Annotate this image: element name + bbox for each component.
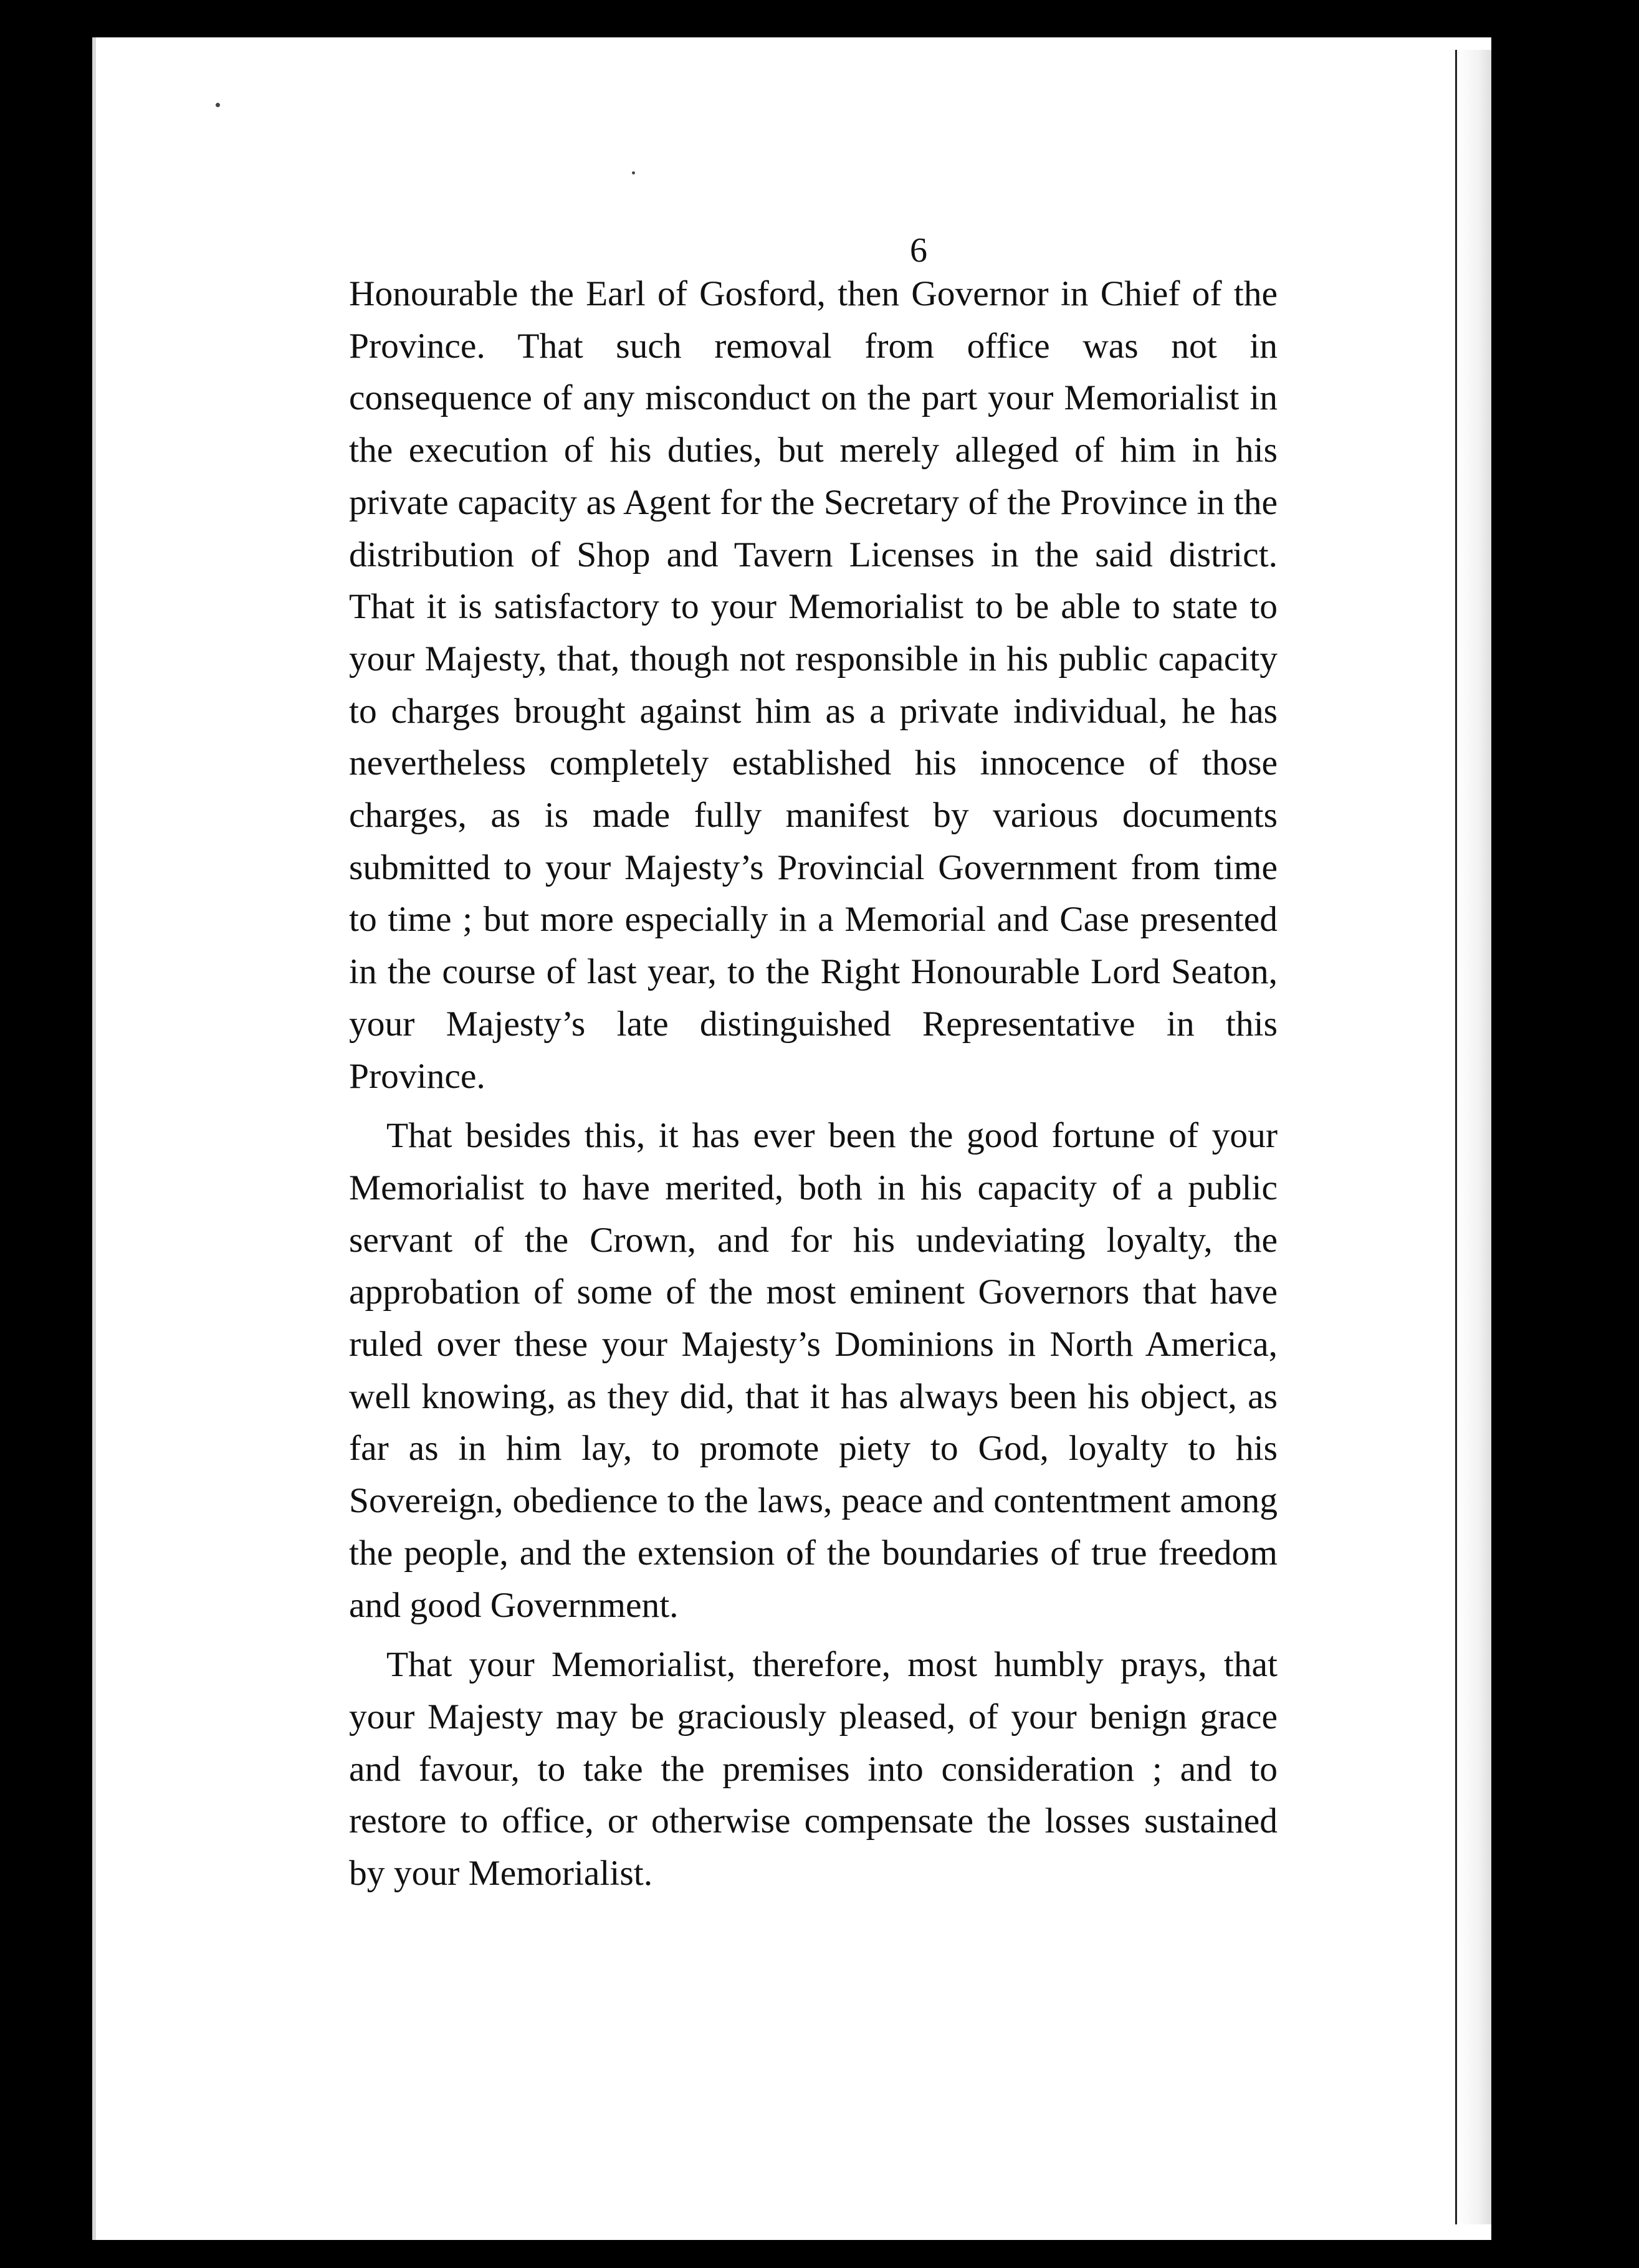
body-text (349, 268, 1278, 1900)
page-number: 6 (910, 231, 927, 270)
paragraph-1: Honourable the Earl of Gosford, then Governor in Chief of the Province. That such removal from office was not in consequence of any misconduct on the part your Memorialist in the execution of his duties, but merely alleged of him in his private capacity as Agent for the Secretary of the Province in the distribution of Shop and Tavern Licenses in the said district. That it is satisfactory to your Memorialist to be able to state to your Majesty, that, though not responsible in his public capacity to charges brought against him as a private individual, he has nevertheless completely established his innocence of those charges, as is made fully manifest by various documents submitted to your Majesty’s Provincial Government from time to time ; but more especially in a Memorial and Case presented in the course of last year, to the Right Honourable Lord Seaton, your Majesty’s late distinguished Representative in this Province. (349, 274, 1278, 1096)
paper-speck (216, 103, 220, 107)
paragraph-3: That your Memorialist, therefore, most humbly prays, that your Majesty may be graciously pleased, of your benign grace and favour, to take the premises into consideration ; and to restore to office, or otherwise compensate the losses sustained by your Memorialist. (349, 1645, 1278, 1894)
paper-speck (632, 171, 635, 174)
facing-page-edge (1491, 37, 1639, 2240)
page-edge-shadow (1455, 50, 1493, 2224)
paragraph-2: That besides this, it has ever been the good fortune of your Memorialist to have merited, both in his capacity of a public servant of the Crown, and for his undeviating loyalty, the approbation of some of the most eminent Governors that have ruled over these your Majesty’s Dominions in North America, well knowing, as they did, that it has always been his object, as far as in him lay, to promote piety to God, loyalty to his Sovereign, obedience to the laws, peace and contentment among the people, and the extension of the boundaries of true freedom and good Government. (349, 1116, 1278, 1625)
